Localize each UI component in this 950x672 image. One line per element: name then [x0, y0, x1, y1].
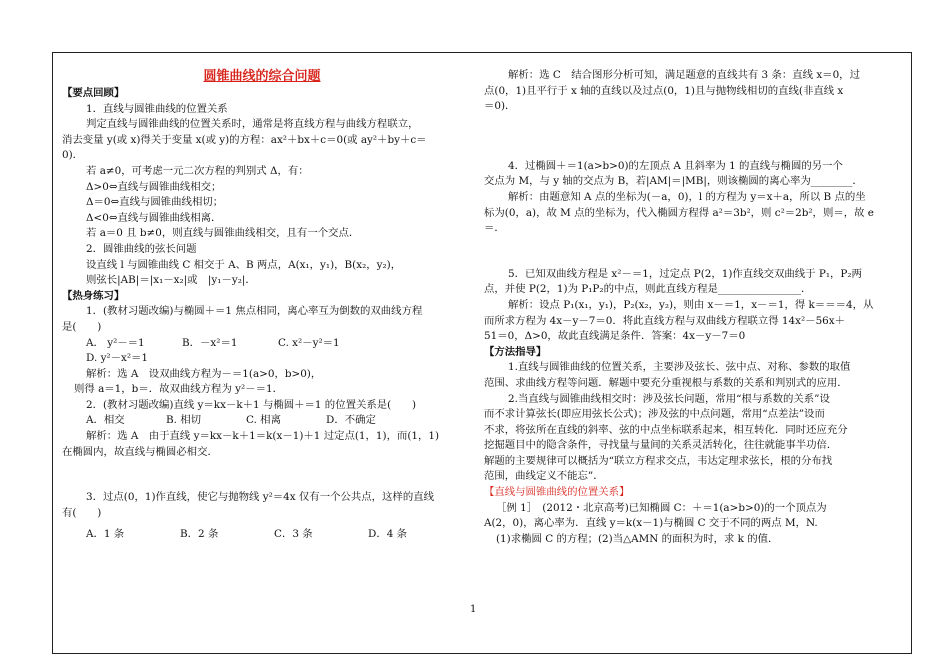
method-1-cont: 范围、求曲线方程等问题．解题中要充分重视根与系数的关系和判别式的应用．	[484, 376, 848, 389]
question-1-options	[62, 336, 462, 352]
solution-4: 解析：由题意知 A 点的坐标为(－a，0)，l 的方程为 y＝x＋a，所以 B 点的坐	[508, 190, 866, 203]
question-4: 4．过椭圆＋＝1(a>b>0)的左顶点 A 且斜率为 1 的直线与椭圆的另一个	[508, 159, 843, 172]
question-1: 1．(教材习题改编)与椭圆＋＝1 焦点相同，离心率互为倒数的双曲线方程	[86, 305, 423, 318]
option: A．相交	[86, 414, 125, 427]
example-1-cont: A(2，0)，离心率为．直线 y＝k(x－1)与椭圆 C 交于不同的两点 M，N.	[484, 517, 818, 530]
option: A．1 条	[86, 528, 125, 541]
paragraph: 消去变量 y(或 x)得关于变量 x(或 y)的方程：ax²＋bx＋c＝0(或 ay²＋by＋c＝	[62, 133, 427, 146]
option: B．－x²＝1	[182, 336, 238, 349]
option: D. y²－x²＝1	[86, 352, 149, 365]
question-3: 3．过点(0，1)作直线，使它与抛物线 y²＝4x 仅有一个公共点，这样的直线	[86, 491, 434, 504]
section-heading-review: 【要点回顾】	[62, 87, 125, 99]
solution-3: 解析：选 C 结合图形分析可知，满足题意的直线共有 3 条：直线 x＝0，过	[508, 69, 860, 81]
paragraph: 0)．	[62, 149, 84, 162]
method-2-cont: 而不求计算弦长(即应用弦长公式)；涉及弦的中点问题，常用“点差法”设而	[484, 408, 825, 421]
method-2: 2.当直线与圆锥曲线相交时：涉及弦长问题，常用“根与系数的关系”设	[508, 392, 830, 405]
option: C. 相离	[246, 414, 281, 427]
paragraph: Δ<0⇔直线与圆锥曲线相离．	[86, 211, 222, 224]
question-3-cont: 有( )	[62, 506, 102, 519]
example-1-cont: (1)求椭圆 C 的方程；(2)当△AMN 的面积为时，求 k 的值．	[496, 532, 779, 545]
paragraph: 设直线 l 与圆锥曲线 C 相交于 A、B 两点，A(x₁，y₁)，B(x₂，y₂)，	[86, 258, 402, 271]
option: C. x²－y²＝1	[278, 336, 340, 349]
paragraph: 则弦长|AB|＝|x₁－x₂|或 |y₁－y₂|．	[86, 274, 256, 287]
paragraph: Δ＝0⇔直线与圆锥曲线相切；	[86, 196, 224, 209]
method-2-cont: 解题的主要规律可以概括为“联立方程求交点，韦达定理求弦长，根的分布找	[484, 454, 833, 467]
page-title: 圆锥曲线的综合问题	[203, 69, 321, 84]
paragraph: Δ>0⇔直线与圆锥曲线相交；	[86, 180, 222, 193]
method-2-cont: 不求，将弦所在直线的斜率、弦的中点坐标联系起来，相互转化．同时还应充分	[484, 423, 848, 436]
solution-3-cont: 点(0，1)且平行于 x 轴的直线以及过点(0，1)且与抛物线相切的直线(非直线 x	[484, 84, 844, 97]
method-1: 1.直线与圆锥曲线的位置关系，主要涉及弦长、弦中点、对称、参数的取值	[508, 361, 851, 374]
solution-1-cont: 则得 a＝1，b＝．故双曲线方程为 y²－＝1．	[74, 383, 283, 396]
option: C．3 条	[274, 528, 313, 541]
paragraph: 若 a≠0，可考虑一元二次方程的判别式 Δ，有：	[86, 164, 309, 177]
question-3-options	[62, 527, 462, 543]
solution-4-cont: ＝．	[484, 222, 505, 235]
paragraph: 若 a＝0 且 b≠0，则直线与圆锥曲线相交，且有一个交点．	[86, 227, 360, 240]
question-1-cont: 是( )	[62, 320, 102, 333]
solution-3-cont: ＝0)．	[484, 100, 516, 113]
paragraph: 1．直线与圆锥曲线的位置关系	[86, 102, 228, 115]
method-2-cont: 范围，曲线定义不能忘”．	[484, 470, 604, 483]
method-2-cont: 挖掘题目中的隐含条件，寻找量与量间的关系灵活转化，往往就能事半功倍．	[484, 439, 838, 452]
section-heading-method: 【方法指导】	[484, 345, 547, 358]
solution-2-cont: 在椭圆内，故直线与椭圆必相交．	[62, 445, 218, 458]
option: B. 相切	[166, 414, 202, 427]
solution-4-cont: 标为(0，a)，故 M 点的坐标为，代入椭圆方程得 a²＝3b²，则 c²＝2b²，则＝，故 e	[484, 206, 874, 219]
question-5: 5．已知双曲线方程是 x²－＝1，过定点 P(2，1)作直线交双曲线于 P₁，P₂两	[508, 267, 862, 280]
solution-1: 解析：选 A 设双曲线方程为－＝1(a>0，b>0)，	[86, 367, 322, 380]
option: D．4 条	[368, 528, 408, 541]
option: B．2 条	[180, 528, 219, 541]
solution-2: 解析：选 A 由于直线 y＝kx－k＋1＝k(x－1)＋1 过定点(1，1)，而(1，1)	[86, 430, 440, 443]
paragraph: 判定直线与圆锥曲线的位置关系时，通常是将直线方程与曲线方程联立，	[86, 118, 419, 131]
question-2-options	[62, 413, 462, 429]
option: A． y²－＝1	[86, 336, 145, 349]
right-column	[484, 68, 894, 547]
section-heading-position: 【直线与圆锥曲线的位置关系】	[484, 486, 630, 499]
solution-5-cont: 而所求方程为 4x－y－7＝0．将此直线方程与双曲线方程联立得 14x²－56x＋	[484, 314, 846, 327]
question-5-cont: 点，并使 P(2，1)为 P₁P₂的中点，则此直线方程是________________．	[484, 283, 812, 296]
option: D．不确定	[326, 414, 376, 427]
page-number: 1	[470, 604, 477, 615]
left-column	[62, 68, 462, 543]
question-2: 2．(教材习题改编)直线 y＝kx－k＋1 与椭圆＋＝1 的位置关系是( )	[86, 398, 417, 411]
paragraph: 2．圆锥曲线的弦长问题	[86, 242, 197, 255]
example-1: ［例 1］ (2012・北京高考)已知椭圆 C：＋＝1(a>b>0)的一个顶点为	[496, 501, 827, 514]
solution-5-cont: 51＝0，Δ>0，故此直线满足条件．答案：4x－y－7＝0	[484, 330, 746, 343]
question-4-cont: 交点为 M，与 y 轴的交点为 B，若|AM|＝|MB|，则该椭圆的离心率为________．	[484, 175, 863, 188]
section-heading-warmup: 【热身练习】	[62, 289, 125, 302]
solution-5: 解析：设点 P₁(x₁，y₁)，P₂(x₂，y₂)，则由 x－＝1，x－＝1，得 k＝＝＝4，从	[508, 298, 874, 311]
